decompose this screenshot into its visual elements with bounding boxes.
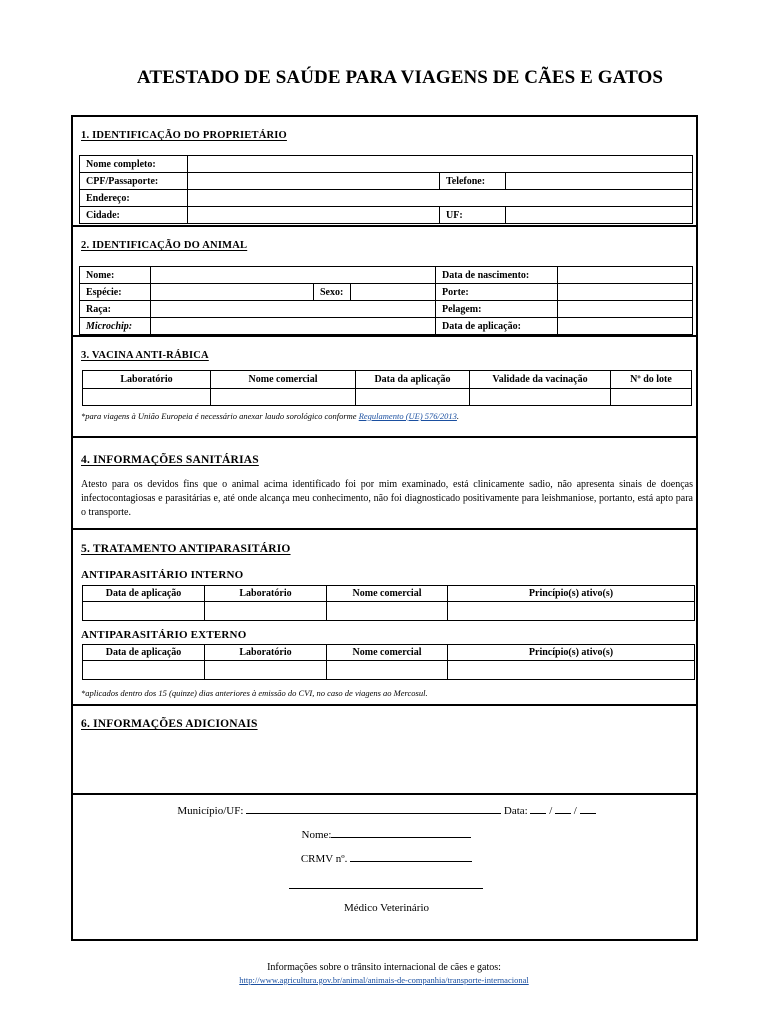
external-active-ingredient-field[interactable]: [448, 661, 695, 680]
species-label: Espécie:: [80, 284, 151, 301]
page-title: ATESTADO DE SAÚDE PARA VIAGENS DE CÃES E GATOS: [136, 67, 664, 88]
address-label: Endereço:: [80, 190, 188, 207]
crmv-line: [73, 851, 700, 865]
external-lab-field[interactable]: [205, 661, 327, 680]
section-vaccine-heading: 3. VACINA ANTI-RÁBICA: [81, 350, 209, 361]
vet-title: Médico Veterinário: [343, 902, 430, 914]
vaccine-note-text: *para viagens à União Europeia é necessário anexar laudo sorológico conforme: [81, 411, 359, 421]
vaccine-commercial-name-field[interactable]: [211, 389, 356, 406]
animal-table: [79, 266, 693, 335]
external-col-date: Data de aplicação: [83, 645, 205, 661]
cpf-field[interactable]: [188, 173, 440, 190]
vaccine-validity-field[interactable]: [470, 389, 611, 406]
microchip-label: Microchip:: [80, 318, 151, 335]
birth-date-label: Data de nascimento:: [436, 267, 558, 284]
external-antiparasitic-heading: ANTIPARASITÁRIO EXTERNO: [81, 629, 247, 641]
sex-field[interactable]: [351, 284, 436, 301]
microchip-date-label: Data de aplicação:: [436, 318, 558, 335]
internal-col-commercial-name: Nome comercial: [327, 586, 448, 602]
internal-date-field[interactable]: [83, 602, 205, 621]
city-field[interactable]: [188, 207, 440, 224]
breed-label: Raça:: [80, 301, 151, 318]
vaccine-lab-field[interactable]: [83, 389, 211, 406]
external-date-field[interactable]: [83, 661, 205, 680]
internal-lab-field[interactable]: [205, 602, 327, 621]
divider: [73, 335, 696, 337]
coat-field[interactable]: [558, 301, 693, 318]
section-sanitary-heading: 4. INFORMAÇÕES SANITÁRIAS: [81, 454, 259, 466]
section-animal-heading: 2. IDENTIFICAÇÃO DO ANIMAL: [81, 240, 248, 251]
date-month-field[interactable]: [555, 803, 571, 814]
crmv-field[interactable]: [350, 851, 472, 862]
city-label: Cidade:: [80, 207, 188, 224]
vaccine-application-date-field[interactable]: [356, 389, 470, 406]
vaccine-col-lot: Nº do lote: [611, 371, 692, 389]
antiparasitic-note: *aplicados dentro dos 15 (quinze) dias anteriores à emissão do CVI, no caso de viagens ao Mercosul.: [81, 688, 428, 698]
vaccine-col-commercial-name: Nome comercial: [211, 371, 356, 389]
internal-col-date: Data de aplicação: [83, 586, 205, 602]
date-day-field[interactable]: [530, 803, 546, 814]
external-col-lab: Laboratório: [205, 645, 327, 661]
animal-name-label: Nome:: [80, 267, 151, 284]
internal-col-active-ingredient: Princípio(s) ativo(s): [448, 586, 695, 602]
date-label: Data:: [503, 805, 528, 817]
microchip-field[interactable]: [151, 318, 436, 335]
signature-line[interactable]: [289, 888, 483, 889]
size-field[interactable]: [558, 284, 693, 301]
date-year-field[interactable]: [580, 803, 596, 814]
breed-field[interactable]: [151, 301, 436, 318]
vaccine-col-lab: Laboratório: [83, 371, 211, 389]
birth-date-field[interactable]: [558, 267, 693, 284]
section-owner-heading: 1. IDENTIFICAÇÃO DO PROPRIETÁRIO: [81, 130, 287, 141]
phone-label: Telefone:: [440, 173, 506, 190]
internal-col-lab: Laboratório: [205, 586, 327, 602]
vaccine-lot-field[interactable]: [611, 389, 692, 406]
uf-label: UF:: [440, 207, 506, 224]
owner-table: [79, 155, 693, 224]
address-field[interactable]: [188, 190, 693, 207]
uf-field[interactable]: [506, 207, 693, 224]
full-name-label: Nome completo:: [80, 156, 188, 173]
sex-label: Sexo:: [314, 284, 351, 301]
municipality-field[interactable]: [246, 803, 501, 814]
vet-name-field[interactable]: [331, 827, 471, 838]
animal-name-field[interactable]: [151, 267, 436, 284]
external-commercial-name-field[interactable]: [327, 661, 448, 680]
vaccine-col-application-date: Data da aplicação: [356, 371, 470, 389]
coat-label: Pelagem:: [436, 301, 558, 318]
divider: [73, 793, 696, 795]
date-separator: /: [573, 805, 577, 817]
date-separator: /: [549, 805, 553, 817]
microchip-date-field[interactable]: [558, 318, 693, 335]
divider: [73, 225, 696, 227]
internal-commercial-name-field[interactable]: [327, 602, 448, 621]
species-field[interactable]: [151, 284, 314, 301]
municipality-date-line: [73, 803, 700, 817]
divider: [73, 704, 696, 706]
full-name-field[interactable]: [188, 156, 693, 173]
external-col-commercial-name: Nome comercial: [327, 645, 448, 661]
vet-name-line: [73, 827, 700, 841]
municipality-label: Município/UF:: [177, 805, 244, 817]
eu-regulation-link[interactable]: Regulamento (UE) 576/2013: [358, 411, 457, 421]
external-antiparasitic-table: [82, 644, 695, 680]
vaccine-table: [82, 370, 692, 406]
footer-info: Informações sobre o trânsito internacional de cães e gatos:: [267, 962, 501, 973]
vaccine-note-end: .: [456, 411, 460, 421]
divider: [73, 436, 696, 438]
crmv-label: CRMV nº.: [300, 853, 348, 865]
section-antiparasitic-heading: 5. TRATAMENTO ANTIPARASITÁRIO: [81, 543, 291, 555]
internal-antiparasitic-table: [82, 585, 695, 621]
additional-info-area[interactable]: [79, 737, 691, 789]
divider: [73, 528, 696, 530]
size-label: Porte:: [436, 284, 558, 301]
vet-name-label: Nome:: [301, 829, 332, 841]
phone-field[interactable]: [506, 173, 693, 190]
vaccine-col-validity: Validade da vacinação: [470, 371, 611, 389]
section-additional-heading: 6. INFORMAÇÕES ADICIONAIS: [81, 718, 258, 730]
sanitary-statement: Atesto para os devidos fins que o animal acima identificado foi por mim examinado, está clinicamente sadio, não apresenta sinais de doenças infectocontagiosas e parasitárias e, até onde alcança meu conhecimento, não foi diagnosticado positivamente para leishmaniose, portanto, está apto para o transporte.: [81, 479, 693, 518]
internal-antiparasitic-heading: ANTIPARASITÁRIO INTERNO: [81, 569, 244, 581]
external-col-active-ingredient: Princípio(s) ativo(s): [448, 645, 695, 661]
vaccine-note: [81, 411, 459, 421]
footer-link[interactable]: http://www.agricultura.gov.br/animal/animais-de-companhia/transporte-internacional: [239, 975, 529, 985]
cpf-label: CPF/Passaporte:: [80, 173, 188, 190]
certificate-form: [71, 115, 698, 941]
internal-active-ingredient-field[interactable]: [448, 602, 695, 621]
